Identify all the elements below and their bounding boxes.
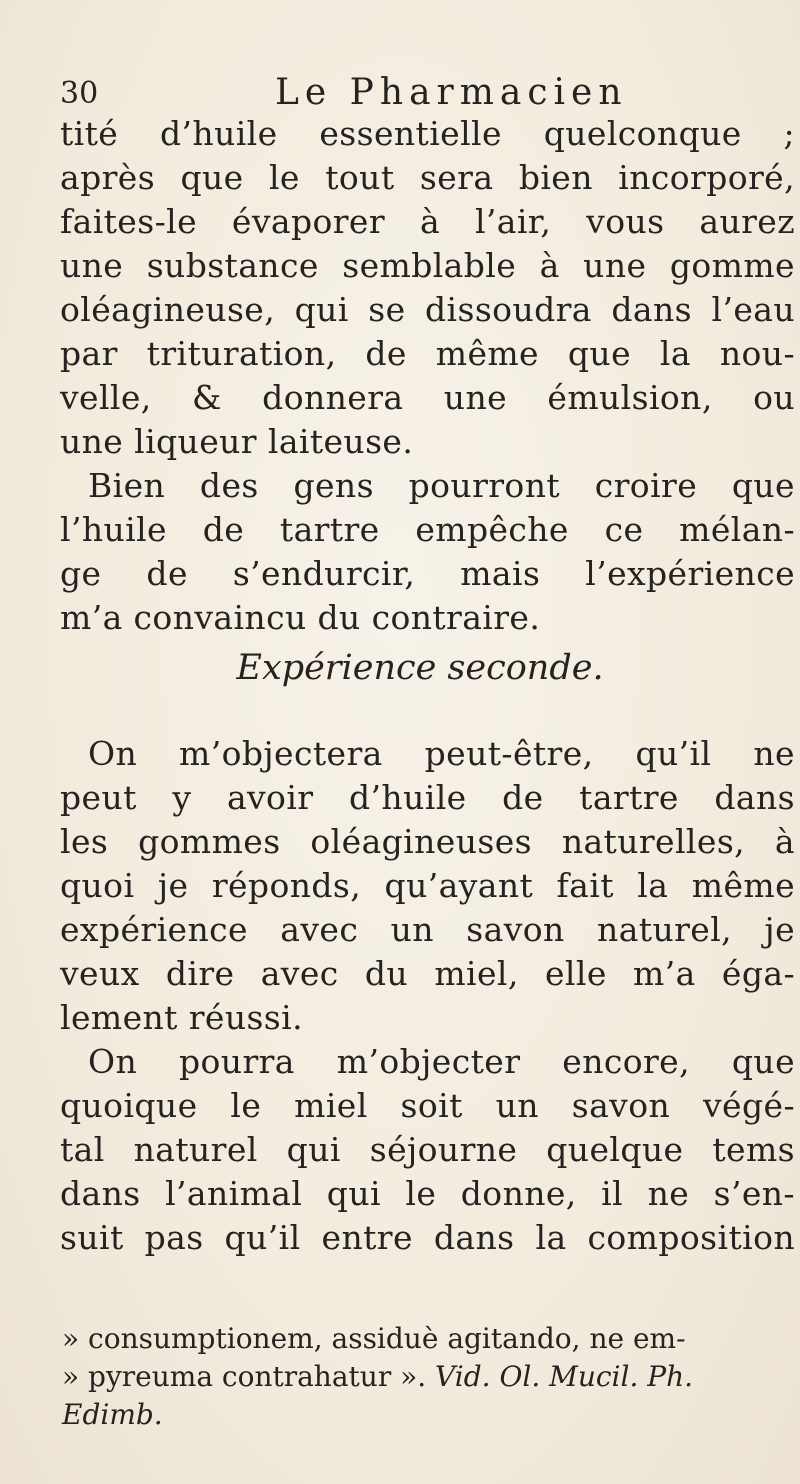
text-line: par trituration, de même que la nou-: [60, 334, 795, 373]
text-line: expérience avec un savon naturel, je: [60, 910, 795, 949]
footnote-line: [62, 1396, 792, 1434]
footnote-text: » pyreuma contrahatur ».: [62, 1360, 427, 1393]
text-line: peut y avoir d’huile de tartre dans: [60, 778, 795, 817]
text-line: les gommes oléagineuses naturelles, à: [60, 822, 795, 861]
text-line: suit pas qu’il entre dans la composition: [60, 1218, 795, 1257]
footnote-reference: Vid. Ol. Mucil. Ph.: [435, 1360, 694, 1393]
text-line: On pourra m’objecter encore, que: [88, 1042, 795, 1081]
text-line: une substance semblable à une gomme: [60, 246, 795, 285]
text-line: ge de s’endurcir, mais l’expérience: [60, 554, 795, 593]
section-heading: Expérience seconde.: [236, 648, 604, 688]
body-text-lower: [60, 732, 795, 1260]
text-line: m’a convaincu du contraire.: [60, 598, 541, 637]
text-line: quoique le miel soit un savon végé-: [60, 1086, 795, 1125]
page-header: [60, 68, 750, 118]
text-line: l’huile de tartre empêche ce mélan-: [60, 510, 795, 549]
text-line: velle, & donnera une émulsion, ou: [60, 378, 795, 417]
text-line: tité d’huile essentielle quelconque ;: [60, 114, 795, 153]
text-line: On m’objectera peut-être, qu’il ne: [88, 734, 795, 773]
footnote: [62, 1320, 792, 1434]
text-line: oléagineuse, qui se dissoudra dans l’eau: [60, 290, 795, 329]
footnote-line: [62, 1358, 792, 1396]
text-line: une liqueur laiteuse.: [60, 422, 414, 461]
footnote-reference: Edimb.: [62, 1398, 163, 1431]
body-text-upper: [60, 112, 795, 640]
text-line: veux dire avec du miel, elle m’a éga-: [60, 954, 795, 993]
text-line: dans l’animal qui le donne, il ne s’en-: [60, 1174, 795, 1213]
text-line: faites-le évaporer à l’air, vous aurez: [60, 202, 795, 241]
text-line: après que le tout sera bien incorporé,: [60, 158, 795, 197]
page-number: 30: [60, 76, 99, 111]
running-head: Le Pharmacien: [275, 72, 628, 113]
text-line: lement réussi.: [60, 998, 303, 1037]
text-line: tal naturel qui séjourne quelque tems: [60, 1130, 795, 1169]
footnote-line: » consumptionem, assiduè agitando, ne em-: [62, 1322, 686, 1355]
text-line: Bien des gens pourront croire que: [88, 466, 795, 505]
text-line: quoi je réponds, qu’ayant fait la même: [60, 866, 795, 905]
